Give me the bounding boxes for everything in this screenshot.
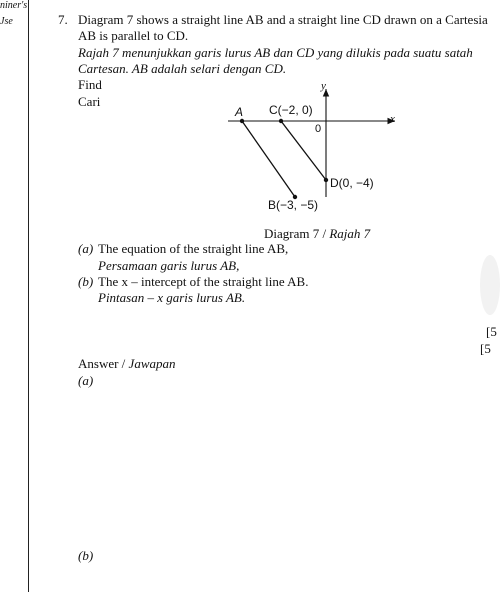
point-c (279, 119, 283, 123)
part-a-text: The equation of the straight line AB, (98, 241, 289, 256)
question-line-3-ms: Rajah 7 menunjukkan garis lurus AB dan CD yang dilukis pada suatu satah (78, 45, 473, 60)
question-number: 7. (58, 12, 68, 27)
marks-a: [5 (486, 324, 497, 339)
origin-label: 0 (315, 123, 322, 135)
answer-heading-text: Answer / Jawapan (78, 356, 176, 371)
part-a-text-ms: Persamaan garis lurus AB, (98, 258, 240, 273)
examiner-label: niner's (0, 0, 28, 11)
point-d (324, 178, 328, 182)
point-d-label: D(0, −4) (330, 176, 374, 190)
point-a (240, 119, 244, 123)
part-b-text-ms: Pintasan – x garis lurus AB. (98, 290, 246, 305)
part-b-label: (b) (78, 274, 94, 289)
question-line-1: Diagram 7 shows a straight line AB and a straight line CD drawn on a Cartesia (78, 12, 488, 27)
point-c-label: C(−2, 0) (269, 103, 313, 117)
question-line-2: AB is parallel to CD. (78, 28, 189, 43)
page-edge-shadow (480, 255, 500, 315)
y-axis-label: y (321, 80, 326, 92)
answer-part-b-label: (b) (78, 548, 94, 563)
answer-part-a-label: (a) (78, 373, 94, 388)
point-b-label: B(−3, −5) (268, 198, 319, 212)
examiner-use-label: Jse (0, 16, 13, 27)
point-a-label: A (235, 105, 244, 119)
diagram-caption: Diagram 7 / Rajah 7 (264, 226, 371, 241)
answer-heading (78, 356, 176, 372)
find-label: Find (78, 77, 102, 92)
line-ab (242, 121, 295, 197)
question-line-4-ms: Cartesan. AB adalah selari dengan CD. (78, 61, 287, 76)
marks-b: [5 (480, 341, 491, 356)
find-label-ms: Cari (78, 94, 101, 109)
x-axis-label: x (390, 113, 395, 125)
part-b-text: The x – intercept of the straight line AB. (98, 274, 309, 289)
part-a-label: (a) (78, 241, 94, 256)
